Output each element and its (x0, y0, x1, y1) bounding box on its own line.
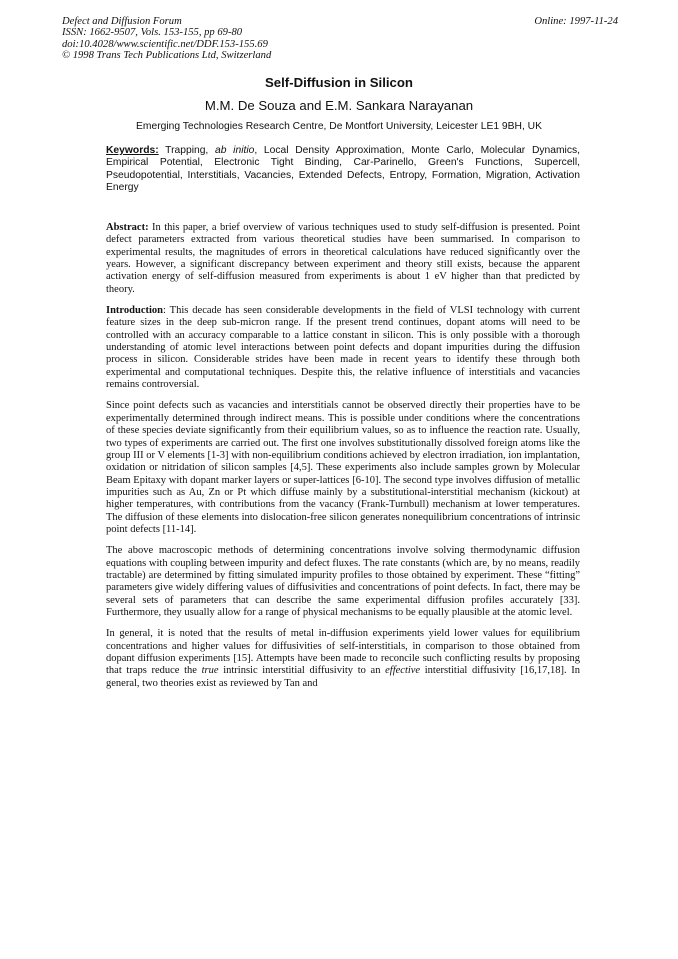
paragraph-4-true: true (201, 665, 219, 677)
paragraph-4-part-a: In general, it is noted that the results of metal in-diffusion experiments yield lower values for equilibrium concentrations and higher values for diffusivities of self-interstitials, in comparison to those obtained from dopant diffusion experiments [15]. Attempts have been made to reconcile such conflicting results by proposing that traps reduce the (106, 628, 580, 677)
journal-name: Defect and Diffusion Forum (62, 16, 182, 27)
abstract-paragraph (106, 222, 580, 296)
keywords-text-italic: ab initio (215, 145, 255, 156)
affiliation: Emerging Technologies Research Centre, De Montfort University, Leicester LE1 9BH, UK (136, 121, 542, 132)
paragraph-4-effective: effective (385, 665, 421, 677)
copyright-line: © 1998 Trans Tech Publications Ltd, Switzerland (62, 50, 272, 62)
body-text (106, 222, 580, 699)
keywords-text-pre: Trapping, (158, 145, 216, 156)
paragraph-4 (106, 628, 580, 690)
paragraph-4-part-b: intrinsic interstitial diffusivity to an (218, 665, 386, 677)
keywords-text-post: , Local Density Approximation, Monte Carlo, Molecular Dynamics, Empirical Potential, Electronic Tight Binding, Car-Parinello, Green's Functions, Supercell, Pseudopotential, Interstitials, Vacancies, Extended Defects, Entropy, Formation, Migration, Activation Energy (106, 145, 581, 194)
paragraph-3: The above macroscopic methods of determining concentrations involve solving thermodynamic diffusion equations with coupling between impurity and defect fluxes. The rate constants (which are, by no means, readily tractable) are determined by fitting simulated impurity profiles to those obtained by experiment. These “fitting” parameters give widely differing values of diffusivities and concentrations of point defects. In fact, there may be several sets of parameters that can describe the same experimental diffusion profiles accurately [33]. Furthermore, they usually allow for a range of physical mechanisms to be equally plausible at the atomic level. (106, 545, 580, 618)
paper-authors: M.M. De Souza and E.M. Sankara Narayanan (204, 98, 474, 113)
paragraph-4-part-c: interstitial diffusivity [16,17,18]. In general, two theories exist as reviewed by Tan and (106, 665, 580, 689)
journal-header (62, 16, 618, 62)
doi-line: doi:10.4028/www.scientific.net/DDF.153-155.69 (62, 38, 268, 50)
introduction-label: Introduction (106, 305, 163, 317)
paper-title: Self-Diffusion in Silicon (265, 75, 413, 90)
introduction-paragraph (106, 305, 580, 391)
introduction-text: : This decade has seen considerable developments in the field of VLSI technology with current feature sizes in the deep sub-micron range. If the present trend continues, dopant atoms will need to be controlled with an accuracy comparable to a lattice constant in silicon. This is only possible with a thorough understanding of atomic level interactions between point defects and dopant impurities during the diffusion process in silicon. Considerable strides have been made in recent years to identify these through both experimental and computational techniques. Despite this, the relative influence of interstitials and vacancies remains controversial. (106, 305, 580, 391)
issn-line: ISSN: 1662-9507, Vols. 153-155, pp 69-80 (62, 27, 243, 39)
abstract-label: Abstract: (106, 222, 149, 233)
keywords-label: Keywords: (106, 145, 159, 156)
abstract-text: In this paper, a brief overview of various techniques used to study self-diffusion is presented. Point defect parameters extracted from various theoretical studies have been summarised. In comparison to experimental results, the magnitudes of errors in theoretical calculations have reduced significantly over the years. However, a significant discrepancy between experiment and theory still exists, because the apparent activation energy of self-diffusion measured from experiments is about 1 eV higher than that predicted by theory. (106, 222, 580, 295)
online-date: Online: 1997-11-24 (534, 16, 618, 27)
paragraph-2: Since point defects such as vacancies and interstitials cannot be observed directly their properties have to be experimentally determined through indirect means. This is possible under conditions where the concentrations of these species deviate significantly from their equilibrium values, so as to influence the reaction rate. Usually, two types of experiments are carried out. The first one involves substitutionally dissolved foreign atoms like the group III or V elements [1-3] with non-equilibrium conditions achieved by electron irradiation, ion implantation, oxidation or nitridation of silicon samples [4,5]. These experiments also include samples grown by Molecular Beam Epitaxy with dopant marker layers or super-lattices [6-10]. The second type involves diffusion of metallic impurities such as Au, Zn or Pt which diffuse mainly by a substitutional-interstitial mechanism (kickout) at higher temperatures, with contributions from the vacancy (Frank-Turnbull) mechanism at lower temperatures. The diffusion of these elements into dislocation-free silicon generates nonequilibrium concentrations of intrinsic point defects [11-14]. (106, 400, 580, 535)
keywords-block (106, 145, 580, 195)
